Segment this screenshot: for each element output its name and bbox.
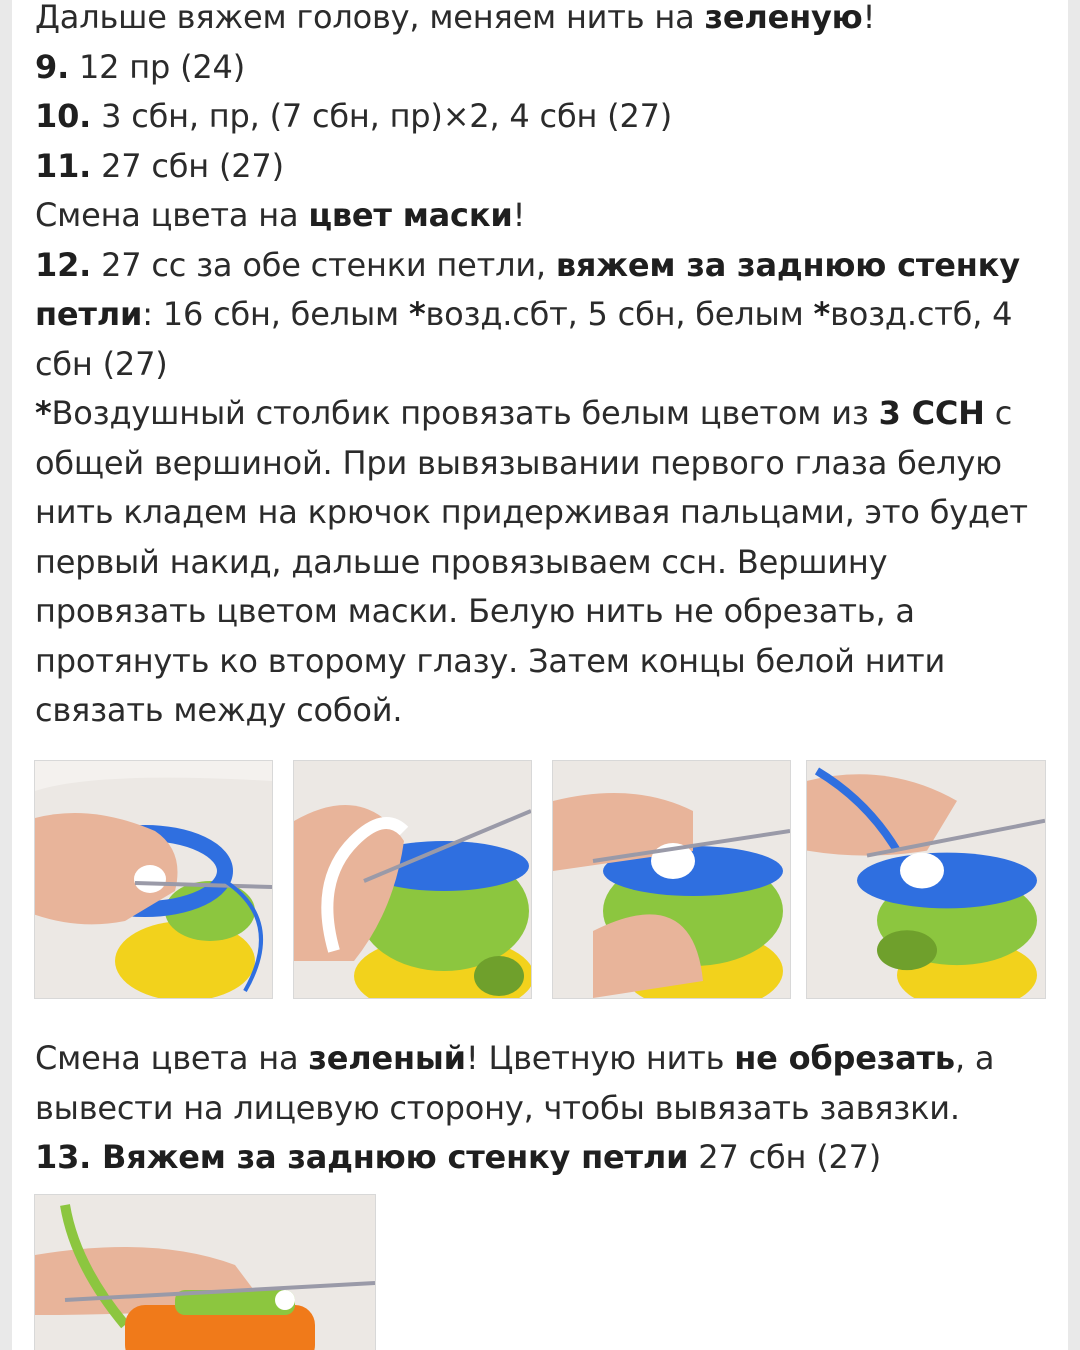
row-9: 9. 12 пр (24) xyxy=(35,47,245,86)
intro-line: Дальше вяжем голову, меняем нить на зеленую! xyxy=(35,0,876,36)
color-change-green: Смена цвета на зеленый! Цветную нить не обрезать, а вывести на лицевую сторону, чтобы вывязать завязки. xyxy=(35,1039,995,1127)
instructions-block xyxy=(35,0,1055,736)
row-12: 12. 27 сс за обе стенки петли, вяжем за заднюю стенку петли: 16 сбн, белым *возд.сбт, 5 сбн, белым *возд.стб, 4 сбн (27) xyxy=(35,245,1020,383)
instructions-block-2 xyxy=(35,1034,1055,1183)
step-photo-5 xyxy=(34,1194,376,1350)
row-10: 10. 3 сбн, пр, (7 сбн, пр)×2, 4 сбн (27) xyxy=(35,97,673,135)
step-photo-2 xyxy=(293,760,532,999)
row-11: 11. 27 сбн (27) xyxy=(35,146,284,185)
eye-note: *Воздушный столбик провязать белым цветом из 3 ССН с общей вершиной. При вывязывании первого глаза белую нить кладем на крючок придерживая пальцами, это будет первый накид, дальше провязываем ссн. Вершину провязать цветом маски. Белую нить не обрезать, а протянуть ко второму глазу. Затем концы белой нити связать между собой. xyxy=(35,394,1028,729)
row-13: 13. Вяжем за заднюю стенку петли 27 сбн (27) xyxy=(35,1138,882,1176)
article-page xyxy=(12,0,1068,1350)
step-photo-4 xyxy=(806,760,1046,999)
step-photo-3 xyxy=(552,760,791,999)
step-photo-1 xyxy=(34,760,273,999)
color-change-mask: Смена цвета на цвет маски! xyxy=(35,196,526,234)
